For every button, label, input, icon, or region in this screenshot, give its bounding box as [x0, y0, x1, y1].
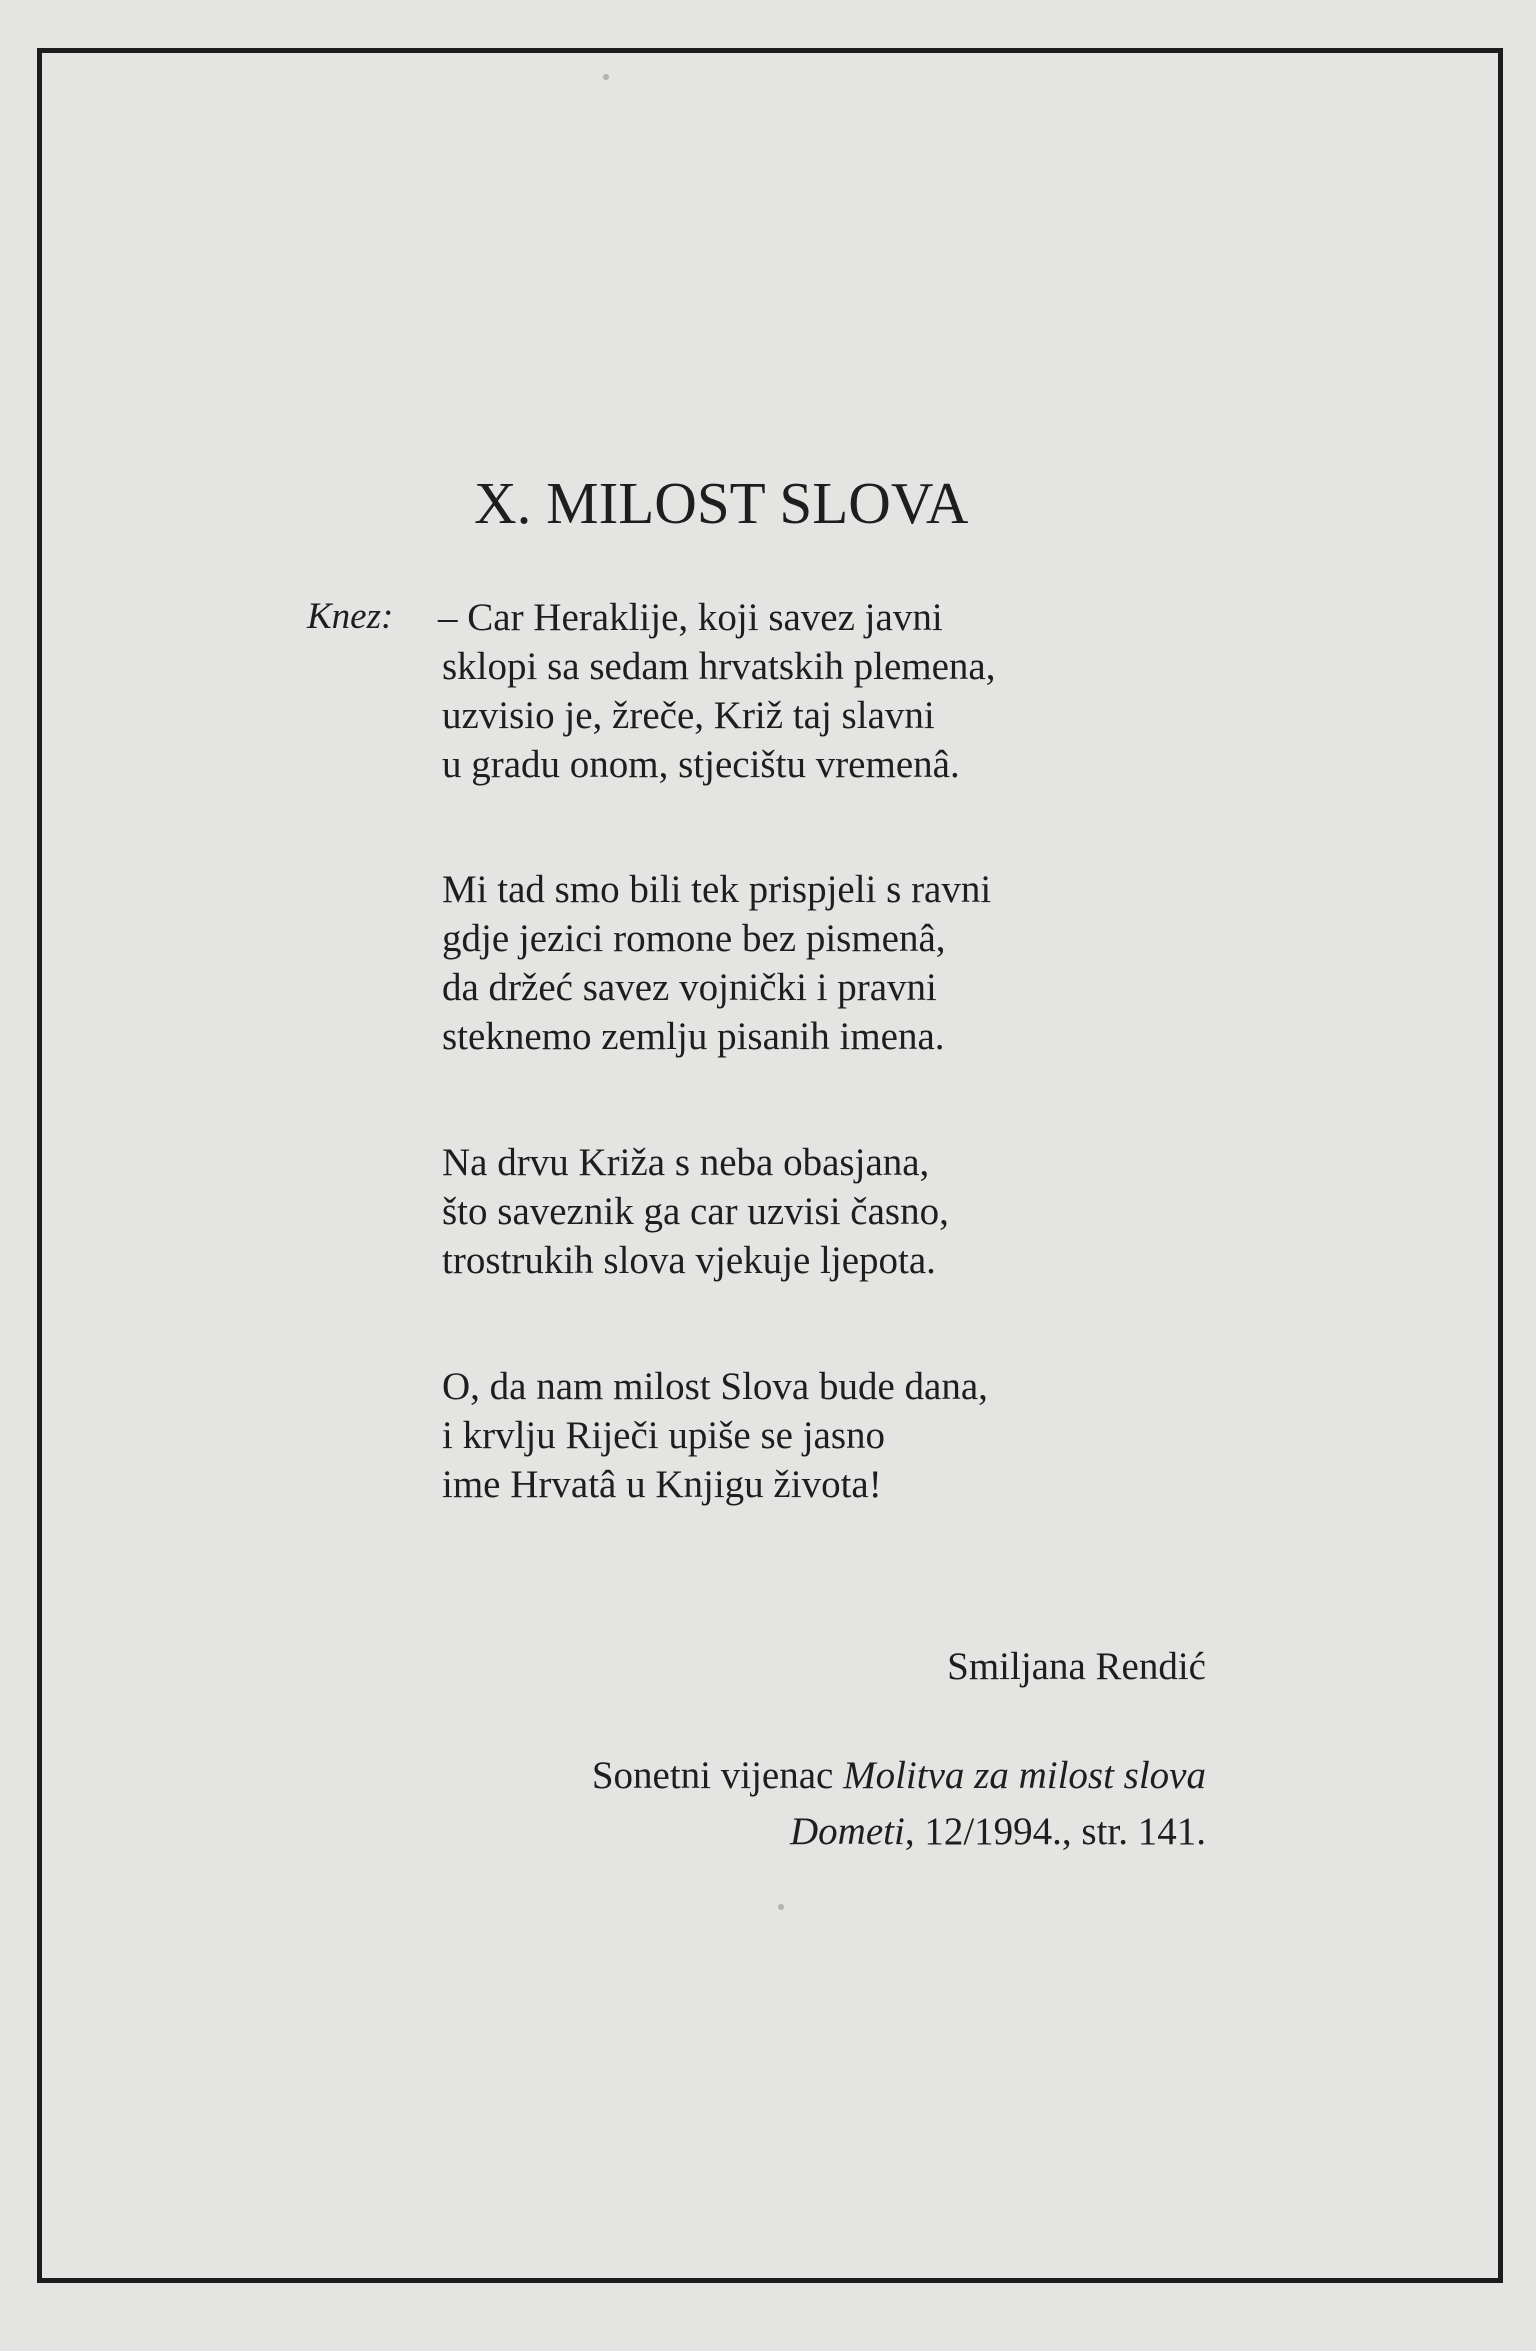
paper-speck: [778, 1904, 784, 1910]
source-prefix: Sonetni vijenac: [591, 1754, 844, 1797]
source-work-title: Molitva za milost slova: [843, 1754, 1206, 1797]
verse-line: – Car Heraklije, koji savez javni: [438, 596, 943, 639]
stanza-3: [442, 1138, 949, 1285]
paper-speck: [603, 74, 609, 80]
source-issue-page: , 12/1994., str. 141.: [904, 1810, 1206, 1853]
verse-line: gdje jezici romone bez pismenâ,: [442, 917, 946, 960]
stanza-4: [442, 1362, 988, 1509]
speaker-label: Knez:: [307, 596, 394, 637]
source-journal: Dometi: [790, 1810, 905, 1853]
verse-line: steknemo zemlju pisanih imena.: [442, 1015, 945, 1058]
verse-line: u gradu onom, stjecištu vremenâ.: [442, 743, 960, 786]
source-line-2: [592, 1804, 1206, 1860]
source-line-1: [592, 1748, 1206, 1804]
author-name: Smiljana Rendić: [947, 1645, 1206, 1688]
verse-line: da držeć savez vojnički i pravni: [442, 966, 937, 1009]
source-citation: [592, 1748, 1206, 1860]
stanza-1: [438, 593, 996, 789]
verse-line: Na drvu Križa s neba obasjana,: [442, 1141, 930, 1184]
stanza-2: [442, 865, 991, 1061]
verse-line: trostrukih slova vjekuje ljepota.: [442, 1239, 936, 1282]
verse-line: ime Hrvatâ u Knjigu života!: [442, 1463, 882, 1506]
verse-line: što saveznik ga car uzvisi časno,: [442, 1190, 949, 1233]
poem-title: X. MILOST SLOVA: [474, 470, 969, 536]
verse-line: Mi tad smo bili tek prispjeli s ravni: [442, 868, 992, 911]
verse-line: O, da nam milost Slova bude dana,: [442, 1365, 988, 1408]
verse-line: i krvlju Riječi upiše se jasno: [442, 1414, 886, 1457]
verse-line: uzvisio je, žreče, Križ taj slavni: [442, 694, 935, 737]
verse-line: sklopi sa sedam hrvatskih plemena,: [442, 645, 996, 688]
